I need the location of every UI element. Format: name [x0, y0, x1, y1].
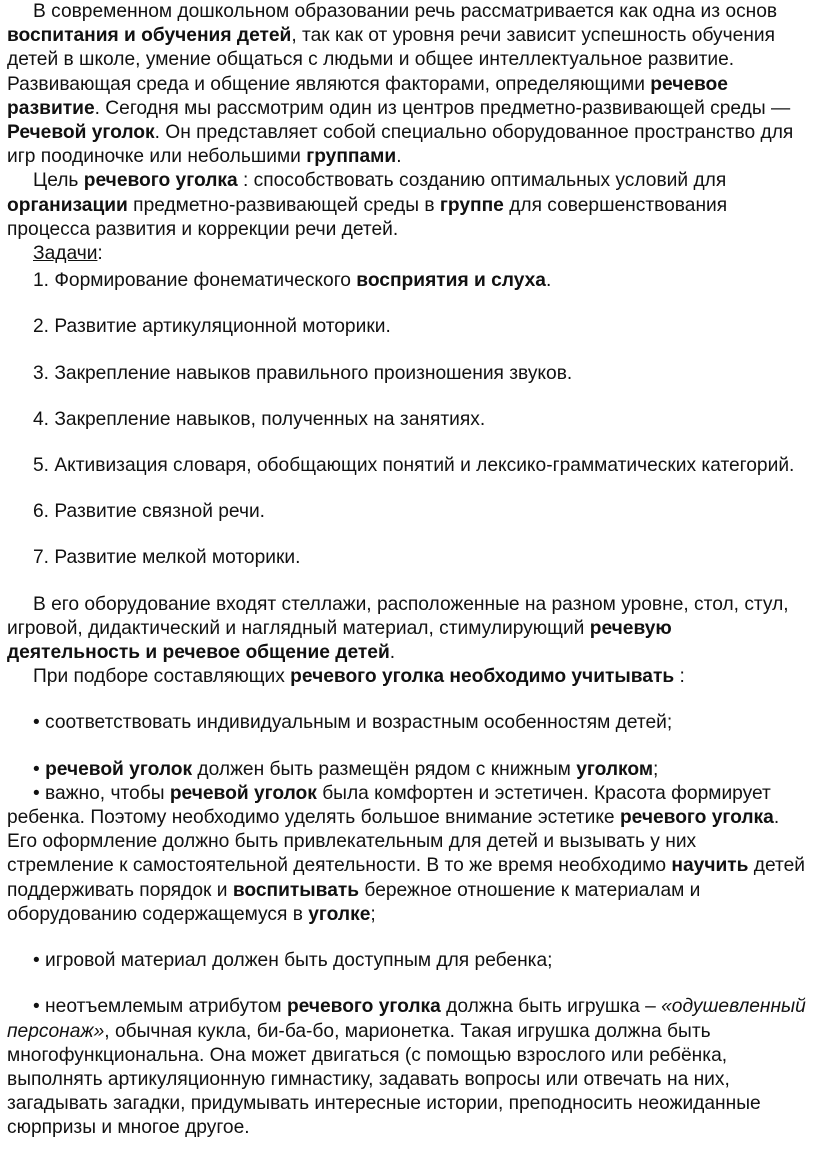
bullet-2-marker: • — [33, 758, 46, 780]
task-item-6: 6. Развитие связной речи. — [33, 501, 265, 523]
bullet-item-2 — [7, 758, 807, 782]
goal-text-4: для совершенствования процесса развития и коррекции речи детей. — [7, 194, 728, 240]
bullet-3-text-pre: • важно, чтобы — [33, 782, 170, 804]
goal-text-3: предметно-развивающей среды в — [127, 194, 440, 216]
bullet-item-1: • соответствовать индивидуальным и возрастным особенностям детей; — [33, 712, 673, 734]
intro-bold-speech-development: речевое развитие — [7, 73, 728, 119]
task-item-5: 5. Активизация словаря, обобщающих понятий и лексико-грамматических категорий. — [33, 455, 795, 477]
bullet-3-bold-1: речевой уголок — [169, 782, 317, 804]
goal-paragraph — [7, 169, 807, 242]
bullet-item-3 — [7, 782, 807, 927]
bullet-3-bold-teach: научить — [671, 855, 749, 877]
task-item-1-bold: восприятия и слуха — [356, 270, 546, 292]
bullet-3-end: ; — [370, 903, 376, 925]
bullet-3-bold-2: речевого уголка — [619, 807, 774, 829]
task-item-2: 2. Развитие артикуляционной моторики. — [33, 316, 391, 338]
bullet-2-bold-corner-2: уголком — [576, 758, 654, 780]
bullet-item-4: • игровой материал должен быть доступным для ребенка; — [33, 950, 553, 972]
task-item-3: 3. Закрепление навыков правильного произношения звуков. — [33, 362, 573, 384]
bullet-5-bold-corner: речевого уголка — [286, 996, 441, 1018]
selection-bold-must-consider: речевого уголка необходимо учитывать — [290, 666, 675, 688]
goal-text-2: : способствовать созданию оптимальных условий для — [237, 170, 727, 192]
task-item-1 — [7, 269, 807, 293]
goal-text-1: Цель — [33, 170, 84, 192]
task-item-7: 7. Развитие мелкой моторики. — [33, 547, 301, 569]
bullet-5-text-2: , обычная кукла, би-ба-бо, марионетка. Такая игрушка должна быть многофункциональна. Она может двигаться (с помощью взрослого или ребёнка, выполнять артикуляционную гимнастику, задавать вопросы или отвечать на них, загадывать загадки, придумывать интересные истории, преподносить неожиданные сюрпризы и многое другое. — [7, 1020, 761, 1139]
bullet-5-text-1: должна быть игрушка – — [440, 996, 662, 1018]
bullet-2-end: ; — [653, 758, 659, 780]
bullet-2-text: должен быть размещён рядом с книжным — [192, 758, 577, 780]
goal-bold-corner: речевого уголка — [83, 170, 238, 192]
intro-bold-upbringing: воспитания и обучения детей — [7, 25, 292, 47]
intro-text-2: , так как от уровня речи зависит успешность обучения детей в школе, умение общаться с людьми и общее интеллектуальное развитие. Развивающая среда и общение являются факторами, определяющими — [7, 25, 775, 95]
tasks-heading-label: Задачи — [33, 243, 98, 265]
equipment-bold-activity: речевую деятельность и речевое общение детей — [7, 617, 672, 664]
equipment-text-2: . — [389, 642, 396, 664]
bullet-3-text-4: бережное отношение к материалам и оборудованию содержащемуся в — [7, 879, 701, 925]
intro-bold-speech-corner: Речевой уголок — [7, 122, 155, 144]
bullet-5-italic-character: «одушевленный персонаж» — [7, 996, 806, 1042]
task-item-1-end: . — [545, 270, 552, 292]
equipment-paragraph — [7, 593, 807, 666]
equipment-text-1: В его оборудование входят стеллажи, расположенные на разном уровне, стол, стул, игровой, дидактический и наглядный материал, стимулирующий — [7, 593, 789, 639]
goal-bold-organization: организации — [7, 194, 128, 216]
intro-bold-groups: группами — [306, 146, 397, 168]
intro-text-5: . — [396, 146, 402, 168]
bullet-3-text-2: . Его оформление должно быть привлекательным для детей и вызывать у них стремление к самостоятельной деятельности. В то же время необходимо — [7, 807, 780, 877]
goal-bold-group: группе — [439, 194, 504, 216]
bullet-3-bold-nurture: воспитывать — [232, 879, 360, 901]
selection-paragraph — [7, 665, 807, 689]
bullet-item-5 — [7, 995, 807, 1140]
bullet-2-bold-corner: речевой уголок — [45, 758, 193, 780]
intro-text-3: . Сегодня мы рассмотрим один из центров предметно-развивающей среды — — [94, 97, 791, 119]
tasks-heading-colon: : — [97, 243, 103, 265]
tasks-heading — [7, 242, 807, 266]
intro-paragraph — [7, 0, 807, 169]
bullet-3-text-1: была комфортен и эстетичен. Красота формирует ребенка. Поэтому необходимо уделять большое внимание эстетике — [7, 782, 771, 829]
intro-text-1: В современном дошкольном образовании речь рассматривается как одна из основ — [33, 1, 778, 22]
selection-text-2: : — [674, 666, 685, 688]
task-item-1-text: 1. Формирование фонематического — [33, 270, 357, 292]
intro-text-4: . Он представляет собой специально оборудованное пространство для игр поодиночке или небольшими — [7, 122, 794, 168]
task-item-4: 4. Закрепление навыков, полученных на занятиях. — [33, 408, 486, 430]
selection-text-1: При подборе составляющих — [33, 666, 291, 688]
bullet-3-bold-corner-3: уголке — [308, 903, 371, 925]
bullet-3-text-3: детей поддерживать порядок и — [7, 855, 805, 901]
bullet-5-text-pre: • неотъемлемым атрибутом — [33, 996, 287, 1018]
